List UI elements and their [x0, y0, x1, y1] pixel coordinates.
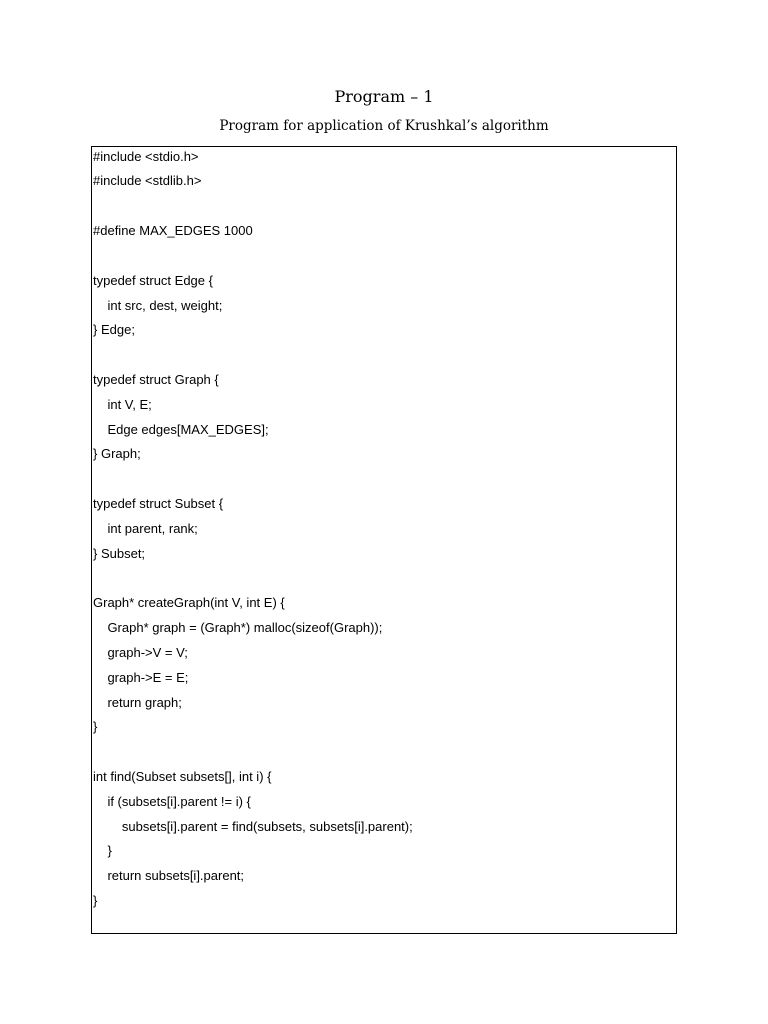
code-line: return graph; — [93, 695, 182, 710]
code-line: int parent, rank; — [93, 521, 198, 536]
code-line: #include <stdlib.h> — [93, 173, 202, 188]
code-line: graph->E = E; — [93, 670, 189, 685]
code-line: #include <stdio.h> — [93, 149, 199, 164]
code-line: } — [93, 719, 98, 734]
code-line: } Graph; — [93, 446, 141, 461]
code-line: Graph* createGraph(int V, int E) { — [93, 595, 285, 610]
code-line: int V, E; — [93, 397, 152, 412]
code-line: #define MAX_EDGES 1000 — [93, 223, 253, 238]
code-line: int src, dest, weight; — [93, 298, 223, 313]
code-line: subsets[i].parent = find(subsets, subsets[i].parent); — [93, 819, 413, 834]
code-line: Edge edges[MAX_EDGES]; — [93, 422, 269, 437]
code-line: } Subset; — [93, 546, 146, 561]
code-line: typedef struct Graph { — [93, 372, 219, 387]
code-line: } — [93, 843, 112, 858]
code-line: } Edge; — [93, 322, 135, 337]
code-line: Graph* graph = (Graph*) malloc(sizeof(Graph)); — [93, 620, 383, 635]
page-subtitle: Program for application of Krushkal’s algorithm — [219, 118, 549, 134]
code-line: int find(Subset subsets[], int i) { — [93, 769, 272, 784]
code-listing-box — [91, 146, 677, 934]
code-line: if (subsets[i].parent != i) { — [93, 794, 251, 809]
code-line: typedef struct Subset { — [93, 496, 224, 511]
code-line: typedef struct Edge { — [93, 273, 213, 288]
page-title: Program – 1 — [334, 87, 434, 106]
code-line: } — [93, 893, 98, 908]
code-line: graph->V = V; — [93, 645, 188, 660]
code-line: return subsets[i].parent; — [93, 868, 245, 883]
